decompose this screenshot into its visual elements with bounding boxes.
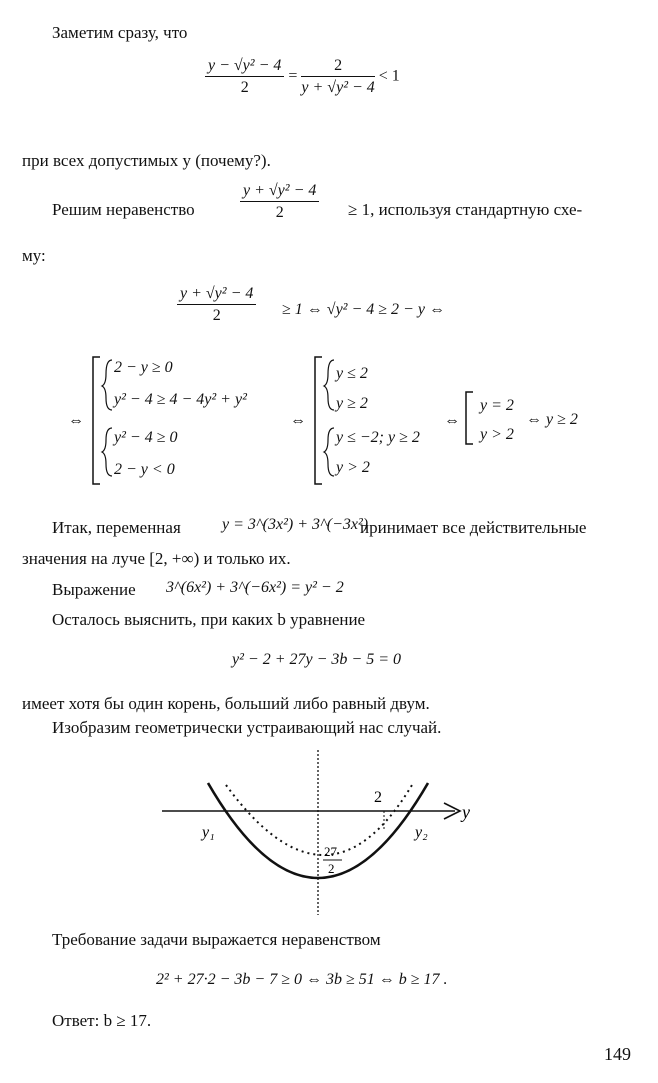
root-y1-label: y₁ [202, 824, 215, 841]
scheme-fraction [177, 286, 256, 324]
system-c-row-1: y = 2 [480, 397, 514, 414]
system-a-row-1: 2 − y ≥ 0 [114, 359, 173, 376]
text-line-2: при всех допустимых y (почему?). [22, 151, 271, 170]
vertex-numerator: 27 [324, 844, 337, 859]
system-b-row-4: y > 2 [336, 459, 370, 476]
fraction-numerator: 2 [301, 58, 374, 77]
system-a-row-3: y² − 4 ≥ 0 [114, 429, 178, 446]
less-than-one: < 1 [378, 67, 400, 85]
equals-sign: = [288, 67, 298, 85]
inequality-fraction [240, 183, 319, 221]
text-line-8: Изобразим геометрически устраивающий нас случай. [52, 718, 442, 737]
system-final: ⇔ y ≥ 2 [526, 411, 578, 428]
text-line-1: Заметим сразу, что [52, 23, 188, 42]
system-a-row-4: 2 − y < 0 [114, 461, 175, 478]
text-line-3b: ≥ 1, используя стандартную схе- [348, 200, 583, 219]
system-b-row-3: y ≤ −2; y ≥ 2 [336, 429, 420, 446]
page-number: 149 [604, 1044, 631, 1064]
text-line-4b: принимает все действительные [360, 518, 587, 537]
root-y2-label: y₂ [415, 824, 428, 841]
iff-symbol-3: ⇔ [444, 412, 460, 429]
scheme-tail: ≥ 1 ⇔ √y² − 4 ≥ 2 − y ⇔ [282, 301, 445, 318]
text-line-6: Осталось выяснить, при каких b уравнение [52, 610, 366, 629]
text-line-4a: Итак, переменная [52, 518, 181, 537]
answer-line: Ответ: b ≥ 17. [52, 1011, 152, 1030]
system-b-row-1: y ≤ 2 [336, 365, 368, 382]
text-line-7: имеет хотя бы один корень, больший либо равный двум. [22, 694, 430, 713]
equation-identity [205, 58, 400, 96]
fraction-right [301, 58, 374, 96]
quadratic-equation: y² − 2 + 27y − 3b − 5 = 0 [232, 651, 401, 668]
iff-symbol-1: ⇔ [68, 412, 84, 429]
parabola-graph [150, 745, 490, 920]
iff-symbol-2: ⇔ [290, 412, 306, 429]
expression-identity: 3^(6x²) + 3^(−6x²) = y² − 2 [166, 579, 344, 596]
text-line-3c: му: [22, 246, 46, 265]
vertex-denominator: 2 [328, 861, 335, 876]
text-line-9 [52, 931, 381, 948]
axis-label-y: y [462, 802, 470, 822]
fraction-left [205, 58, 284, 96]
fraction-numerator: y + √y² − 4 [240, 183, 319, 202]
system-a-row-2: y² − 4 ≥ 4 − 4y² + y² [114, 391, 247, 408]
text-line-4c: значения на луче [2, +∞) и только их. [22, 549, 291, 568]
final-inequality: 2² + 27·2 − 3b − 7 ≥ 0 ⇔ 3b ≥ 51 ⇔ b ≥ 17 . [156, 971, 448, 988]
system-b-row-2: y ≥ 2 [336, 395, 368, 412]
fraction-numerator: y + √y² − 4 [177, 286, 256, 305]
point-two-label: 2 [374, 789, 382, 806]
fraction-numerator: y − √y² − 4 [205, 58, 284, 77]
fraction-denominator: 2 [275, 204, 284, 221]
text-line-5a: Выражение [52, 580, 136, 599]
fraction-denominator: 2 [212, 307, 221, 324]
requirement-text: Требование задачи выражается неравенством [52, 930, 381, 949]
text-line-3a: Решим неравенство [52, 200, 195, 219]
system-c-row-2: y > 2 [480, 426, 514, 443]
fraction-denominator: y + √y² − 4 [301, 79, 375, 96]
fraction-denominator: 2 [240, 79, 249, 96]
variable-definition: y = 3^(3x²) + 3^(−3x²) [222, 516, 369, 533]
